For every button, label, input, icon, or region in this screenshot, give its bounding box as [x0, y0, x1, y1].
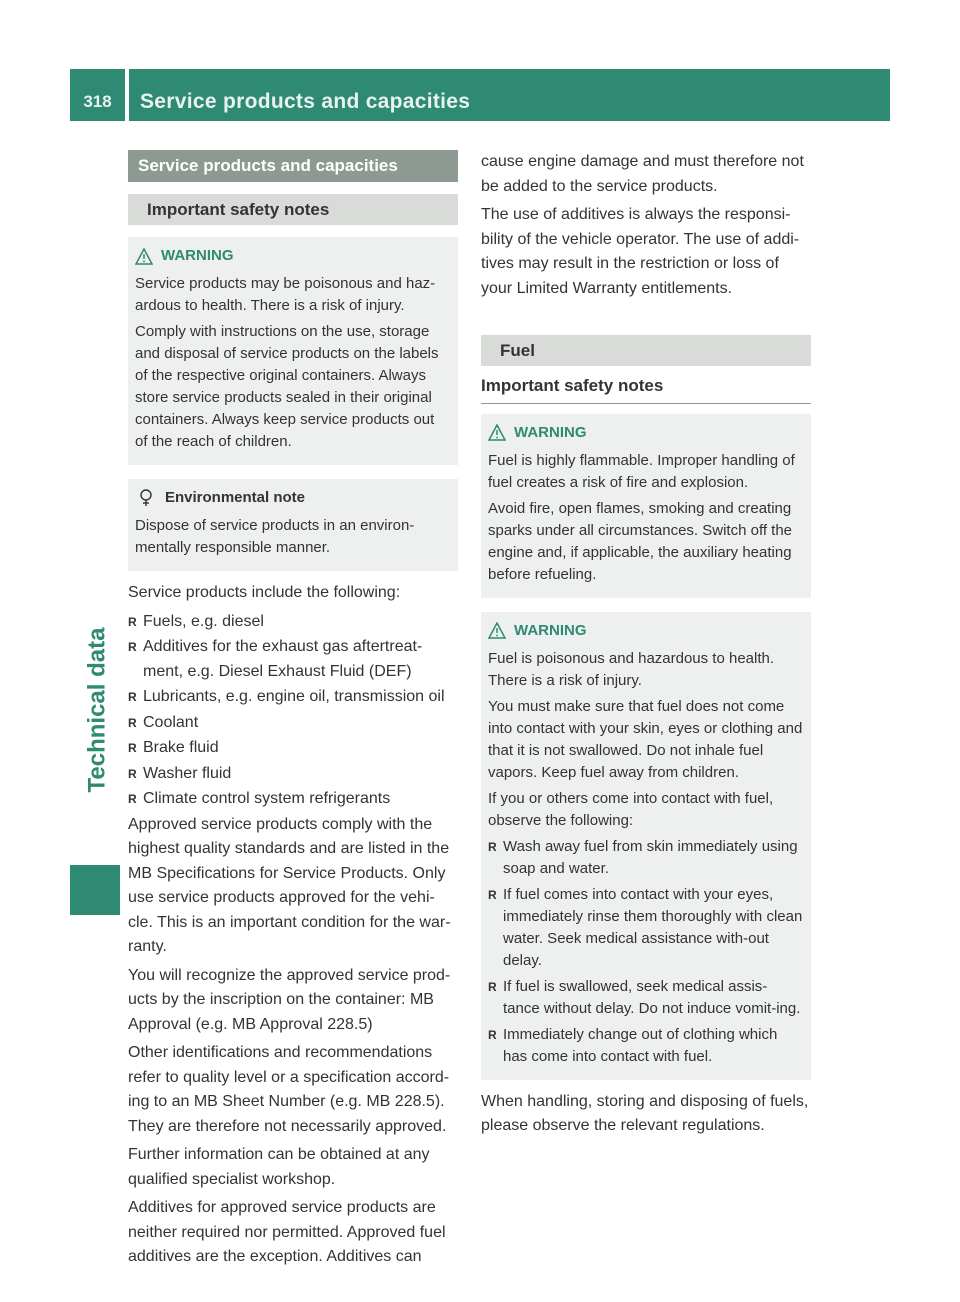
list-item: R Additives for the exhaust gas aftertreat-ment, e.g. Diesel Exhaust Fluid (DEF): [128, 635, 458, 684]
left-column: [128, 150, 458, 1274]
warning-header: [488, 422, 803, 444]
list-item: R Immediately change out of clothing which has come into contact with fuel.: [488, 1024, 803, 1068]
warning-label: WARNING: [514, 423, 587, 441]
warning-label: WARNING: [161, 247, 234, 264]
warning-box: [128, 237, 458, 465]
environmental-note-text: Dispose of service products in an environ-mentally responsible manner.: [135, 517, 415, 556]
list-item: R If fuel comes into contact with your eyes, immediately rinse them thoroughly with clean water. Seek medical assistance with-out delay.: [488, 884, 803, 972]
warning-text: Fuel is poisonous and hazardous to health. There is a risk of injury.: [488, 649, 775, 689]
list-item: R Lubricants, e.g. engine oil, transmission oil: [128, 685, 458, 710]
warning-box: [481, 414, 811, 598]
warning-header: [135, 245, 450, 267]
warning-text: If you or others come into contact with fuel, observe the following:: [488, 789, 774, 829]
closing-paragraph: When handling, storing and disposing of fuels, please observe the relevant regulations.: [481, 1092, 809, 1134]
body-paragraph: Other identifications and recommendations refer to quality level or a specification accord-ing to an MB Sheet Number (e.g. MB 228.5). They are therefore not necessarily approved.: [128, 1044, 450, 1135]
warning-header: [488, 620, 803, 642]
warning-label: WARNING: [514, 621, 587, 639]
list-item: R Fuels, e.g. diesel: [128, 610, 458, 635]
fuel-safety-heading: Important safety notes: [481, 374, 811, 404]
page-number: 318: [83, 92, 112, 111]
side-tab: [75, 560, 119, 860]
body-paragraph: Further information can be obtained at any qualified specialist workshop.: [128, 1146, 430, 1188]
intro-text: Service products include the following:: [128, 584, 401, 601]
list-item: R Washer fluid: [128, 762, 458, 787]
environmental-note-title: Environmental note: [165, 489, 306, 506]
side-tab-marker: [70, 865, 120, 915]
list-item: R Coolant: [128, 711, 458, 736]
body-paragraph: Additives for approved service products are neither required nor permitted. Approved fuel additives are the exception. Additives can: [128, 1199, 446, 1265]
section-title: Service products and capacities: [128, 150, 458, 182]
list-item: R If fuel is swallowed, seek medical assis-tance without delay. Do not induce vomit-ing.: [488, 976, 803, 1020]
warning-triangle-icon: [488, 424, 506, 441]
side-tab-label: Technical data: [83, 627, 111, 793]
fuel-banner: Fuel: [481, 335, 811, 366]
list-item: R Climate control system refrigerants: [128, 787, 458, 812]
service-products-list: [128, 610, 458, 812]
subsection-title: Important safety notes: [128, 194, 458, 225]
warning-text: Service products may be poisonous and haz-ardous to health. There is a risk of injury.: [135, 275, 436, 314]
body-paragraph: cause engine damage and must therefore not be added to the service products.: [481, 153, 804, 195]
page-title: Service products and capacities: [140, 90, 471, 113]
warning-box: [481, 612, 811, 1080]
body-paragraph: The use of additives is always the responsi-bility of the vehicle operator. The use of addi-tives may result in the restriction or loss of your Limited Warranty entitlements.: [481, 206, 800, 297]
environmental-note-box: [128, 479, 458, 571]
warning-text: Comply with instructions on the use, storage and disposal of service products on the labels of the respective original containers. Always store service products sealed in their original containers. Always keep service products out of the reach of children.: [135, 323, 439, 450]
body-paragraph: Approved service products comply with the highest quality standards and are listed in the MB Specifications for Service Products. Only use service products approved for the vehi-cle. This is an important condition for the war-ranty.: [128, 815, 451, 955]
environmental-note-header: [139, 487, 450, 509]
warning-text: Avoid fire, open flames, smoking and creating sparks under all circumstances. Switch off the engine and, if applicable, the auxiliary heating before refueling.: [488, 499, 793, 583]
right-column: [481, 150, 811, 1143]
body-paragraph: You will recognize the approved service prod-ucts by the inscription on the container: MB Approval (e.g. MB Approval 228.5): [128, 966, 451, 1033]
lightbulb-icon: [139, 489, 153, 507]
warning-triangle-icon: [488, 622, 506, 639]
fuel-first-aid-list: [488, 836, 803, 1068]
list-item: R Wash away fuel from skin immediately using soap and water.: [488, 836, 803, 880]
warning-text: You must make sure that fuel does not come into contact with your skin, eyes or clothing and that it is not swallowed. Do not inhale fuel vapors. Keep fuel away from children.: [488, 697, 803, 781]
warning-text: Fuel is highly flammable. Improper handling of fuel creates a risk of fire and explosion.: [488, 451, 795, 491]
header-divider: [125, 69, 129, 121]
list-item: R Brake fluid: [128, 736, 458, 761]
warning-triangle-icon: [135, 248, 153, 265]
